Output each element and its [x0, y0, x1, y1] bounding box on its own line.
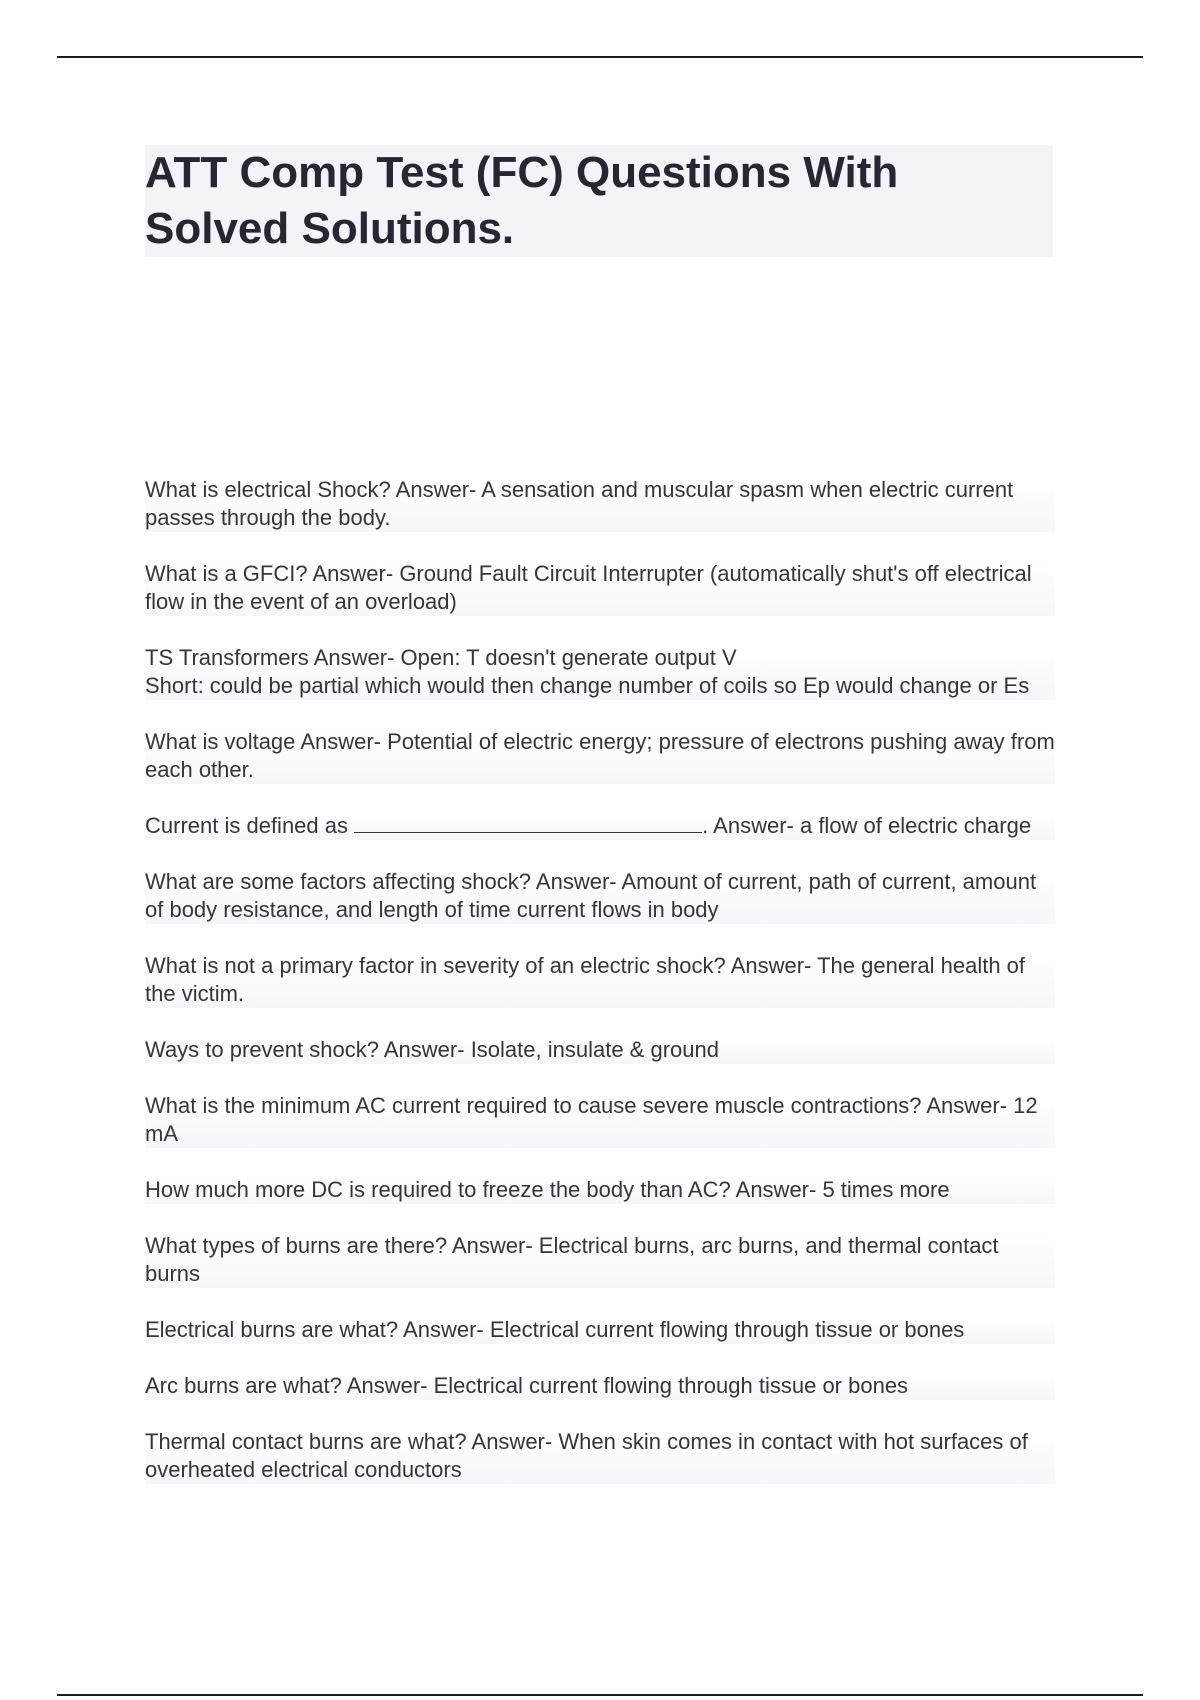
question-text: What is not a primary factor in severity of an electric shock? [145, 953, 726, 978]
question-text: What types of burns are there? [145, 1233, 448, 1258]
question-text: Electrical burns are what? [145, 1317, 399, 1342]
question-text: What is electrical Shock? [145, 477, 391, 502]
qa-item-ts-transformers [145, 644, 1055, 700]
qa-item-burn-types [145, 1232, 1055, 1288]
answer-text: A sensation and muscular spasm when electric current passes through the body. [145, 477, 1020, 530]
question-text: What are some factors affecting shock? [145, 869, 531, 894]
answer-text: Amount of current, path of current, amount of body resistance, and length of time current flows in body [145, 869, 1043, 922]
answer-text: Electrical burns, arc burns, and thermal contact burns [145, 1233, 1005, 1286]
question-prefix: Current is defined as [145, 813, 348, 838]
qa-item-dc-vs-ac [145, 1176, 1055, 1204]
answer-label: Answer- [926, 1093, 1008, 1118]
question-text: What is voltage [145, 729, 296, 754]
question-text: What is a GFCI? [145, 561, 308, 586]
qa-item-arc-burns [145, 1372, 1055, 1400]
answer-label: Answer- [403, 1317, 484, 1342]
answer-text: Electrical current flowing through tissue or bones [433, 1373, 909, 1398]
question-text: Ways to prevent shock? [145, 1037, 379, 1062]
answer-text: The general health of the victim. [145, 953, 1032, 1006]
qa-item-electrical-shock [145, 476, 1055, 532]
answer-text-line2: Short: could be partial which would then change number of coils so Ep would change or Es [145, 673, 1030, 698]
question-text: Arc burns are what? [145, 1373, 342, 1398]
answer-label: Answer- [730, 953, 812, 978]
answer-text: When skin comes in contact with hot surfaces of overheated electrical conductors [145, 1429, 1034, 1482]
qa-item-thermal-contact-burns [145, 1428, 1055, 1484]
answer-label: Answer- [535, 869, 617, 894]
answer-label: Answer- [300, 729, 381, 754]
answer-label: Answer- [471, 1429, 553, 1454]
qa-item-voltage [145, 728, 1061, 784]
answer-text: Isolate, insulate & ground [470, 1037, 719, 1062]
answer-text: Ground Fault Circuit Interrupter (automatically shut's off electrical flow in the event of an overload) [145, 561, 1038, 614]
question-text: What is the minimum AC current required to cause severe muscle contractions? [145, 1093, 922, 1118]
question-suffix: . [702, 813, 709, 838]
qa-list [145, 476, 1061, 1512]
answer-label: Answer- [313, 645, 395, 670]
answer-label: Answer- [383, 1037, 465, 1062]
bottom-rule [57, 1694, 1143, 1696]
fill-in-blank [354, 812, 702, 833]
answer-text: a flow of electric charge [799, 813, 1032, 838]
answer-text: 5 times more [822, 1177, 950, 1202]
answer-text: Electrical current flowing through tissue or bones [489, 1317, 965, 1342]
qa-item-prevent-shock [145, 1036, 1055, 1064]
answer-label: Answer- [346, 1373, 428, 1398]
qa-item-shock-factors [145, 868, 1055, 924]
page-title: ATT Comp Test (FC) Questions With Solved Solutions. [145, 148, 899, 253]
top-rule [57, 56, 1143, 58]
question-text: How much more DC is required to freeze the body than AC? [145, 1177, 731, 1202]
answer-label: Answer- [395, 477, 477, 502]
answer-label: Answer- [451, 1233, 533, 1258]
answer-text: Open: T doesn't generate output V [400, 645, 737, 670]
qa-item-minimum-ac-current [145, 1092, 1055, 1148]
qa-item-gfci [145, 560, 1055, 616]
qa-item-not-primary-factor [145, 952, 1055, 1008]
answer-label: Answer- [735, 1177, 817, 1202]
question-text: TS Transformers [145, 645, 309, 670]
answer-label: Answer- [312, 561, 394, 586]
answer-label: Answer- [713, 813, 794, 838]
qa-item-electrical-burns [145, 1316, 1055, 1344]
answer-text: Potential of electric energy; pressure of electrons pushing away from each other. [145, 729, 1061, 782]
answer-text: 12 mA [145, 1093, 1044, 1146]
question-text: Thermal contact burns are what? [145, 1429, 467, 1454]
qa-item-current-definition [145, 812, 1055, 840]
